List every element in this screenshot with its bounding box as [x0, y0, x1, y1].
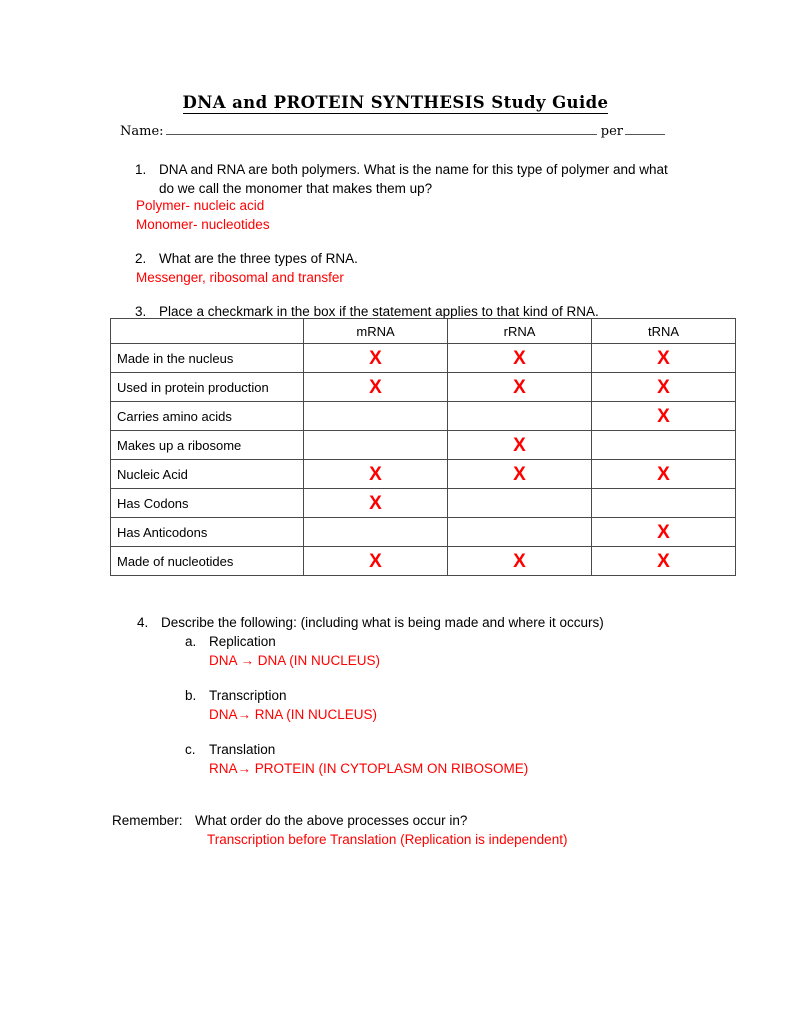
cell-trna[interactable]: X: [592, 518, 736, 547]
rna-header-blank: [111, 319, 304, 344]
subitem-a-answer: DNA → DNA (IN NUCLEUS): [209, 653, 381, 668]
cell-rrna[interactable]: [448, 402, 592, 431]
subitem-a: [185, 632, 685, 670]
cell-rrna[interactable]: [448, 489, 592, 518]
rna-comparison-table: [110, 318, 736, 576]
question-1-answer-1: Polymer- nucleic acid: [136, 198, 265, 213]
row-label: Made of nucleotides: [111, 547, 304, 576]
question-1-text: DNA and RNA are both polymers. What is the name for this type of polymer and what do we call the monomer that makes them up?: [159, 162, 668, 196]
subitem-c-row: [185, 740, 685, 759]
subitem-a-label: Replication: [209, 634, 276, 649]
period-label: per: [600, 124, 623, 139]
remember-row: [112, 811, 672, 830]
cell-mrna[interactable]: [304, 402, 448, 431]
name-label: Name:: [120, 124, 164, 139]
question-2-number: 2.: [135, 251, 147, 266]
question-4-text: Describe the following: (including what is being made and where it occurs): [161, 615, 604, 630]
question-1-answer-2: Monomer- nucleotides: [136, 217, 270, 232]
remember-label: Remember:: [112, 813, 183, 828]
page-title-wrap: [0, 93, 791, 114]
subitem-c-answer: RNA→ PROTEIN (IN CYTOPLASM ON RIBOSOME): [209, 761, 529, 776]
question-4-row: [137, 613, 682, 632]
subitem-a-row: [185, 632, 685, 651]
table-row: [111, 373, 736, 402]
subitem-b-answer: DNA→ RNA (IN NUCLEUS): [209, 707, 378, 722]
subitem-a-letter: a.: [185, 634, 197, 649]
rna-header-trna: tRNA: [592, 319, 736, 344]
cell-trna[interactable]: X: [592, 460, 736, 489]
remember-block: [112, 811, 672, 849]
table-row: [111, 460, 736, 489]
cell-mrna[interactable]: X: [304, 344, 448, 373]
table-row: [111, 547, 736, 576]
question-4-number: 4.: [137, 615, 149, 630]
rna-header-rrna: rRNA: [448, 319, 592, 344]
subitem-c-label: Translation: [209, 742, 276, 757]
question-4: [137, 613, 682, 632]
cell-rrna[interactable]: X: [448, 547, 592, 576]
row-label: Carries amino acids: [111, 402, 304, 431]
name-line: [120, 121, 665, 139]
table-row: [111, 402, 736, 431]
row-label: Has Codons: [111, 489, 304, 518]
subitem-b: [185, 686, 685, 724]
table-row: [111, 431, 736, 460]
question-2-answers: [136, 268, 681, 287]
question-1-row: [135, 160, 680, 198]
question-1: [135, 160, 680, 198]
question-1-answers: [136, 196, 681, 234]
row-label: Makes up a ribosome: [111, 431, 304, 460]
cell-mrna[interactable]: X: [304, 489, 448, 518]
cell-trna[interactable]: X: [592, 402, 736, 431]
cell-rrna[interactable]: X: [448, 460, 592, 489]
subitem-b-letter: b.: [185, 688, 197, 703]
rna-table-header-row: [111, 319, 736, 344]
period-blank-field[interactable]: [625, 121, 665, 135]
rna-header-mrna: mRNA: [304, 319, 448, 344]
cell-trna[interactable]: [592, 431, 736, 460]
cell-rrna[interactable]: X: [448, 373, 592, 402]
question-2: [135, 249, 680, 268]
cell-mrna[interactable]: [304, 518, 448, 547]
question-3-text: Place a checkmark in the box if the statement applies to that kind of RNA.: [159, 304, 599, 319]
cell-trna[interactable]: X: [592, 373, 736, 402]
subitem-b-row: [185, 686, 685, 705]
row-label: Nucleic Acid: [111, 460, 304, 489]
question-2-text: What are the three types of RNA.: [159, 251, 358, 266]
cell-trna[interactable]: [592, 489, 736, 518]
row-label: Made in the nucleus: [111, 344, 304, 373]
remember-answer: Transcription before Translation (Replication is independent): [207, 832, 568, 847]
subitem-b-label: Transcription: [209, 688, 287, 703]
question-2-row: [135, 249, 680, 268]
cell-rrna[interactable]: [448, 518, 592, 547]
table-row: [111, 518, 736, 547]
question-2-answer-1: Messenger, ribosomal and transfer: [136, 270, 344, 285]
cell-mrna[interactable]: [304, 431, 448, 460]
question-3-number: 3.: [135, 304, 147, 319]
rna-table-body: [111, 319, 736, 576]
cell-mrna[interactable]: X: [304, 547, 448, 576]
cell-mrna[interactable]: X: [304, 460, 448, 489]
cell-rrna[interactable]: X: [448, 344, 592, 373]
cell-trna[interactable]: X: [592, 547, 736, 576]
subitem-c-letter: c.: [185, 742, 196, 757]
question-1-number: 1.: [135, 162, 147, 177]
cell-trna[interactable]: X: [592, 344, 736, 373]
name-blank-field[interactable]: [166, 121, 597, 135]
cell-mrna[interactable]: X: [304, 373, 448, 402]
subitem-c: [185, 740, 685, 778]
table-row: [111, 344, 736, 373]
cell-rrna[interactable]: X: [448, 431, 592, 460]
remember-question: What order do the above processes occur in?: [195, 813, 468, 828]
page-title: DNA and PROTEIN SYNTHESIS Study Guide: [182, 93, 609, 112]
table-row: [111, 489, 736, 518]
row-label: Used in protein production: [111, 373, 304, 402]
row-label: Has Anticodons: [111, 518, 304, 547]
